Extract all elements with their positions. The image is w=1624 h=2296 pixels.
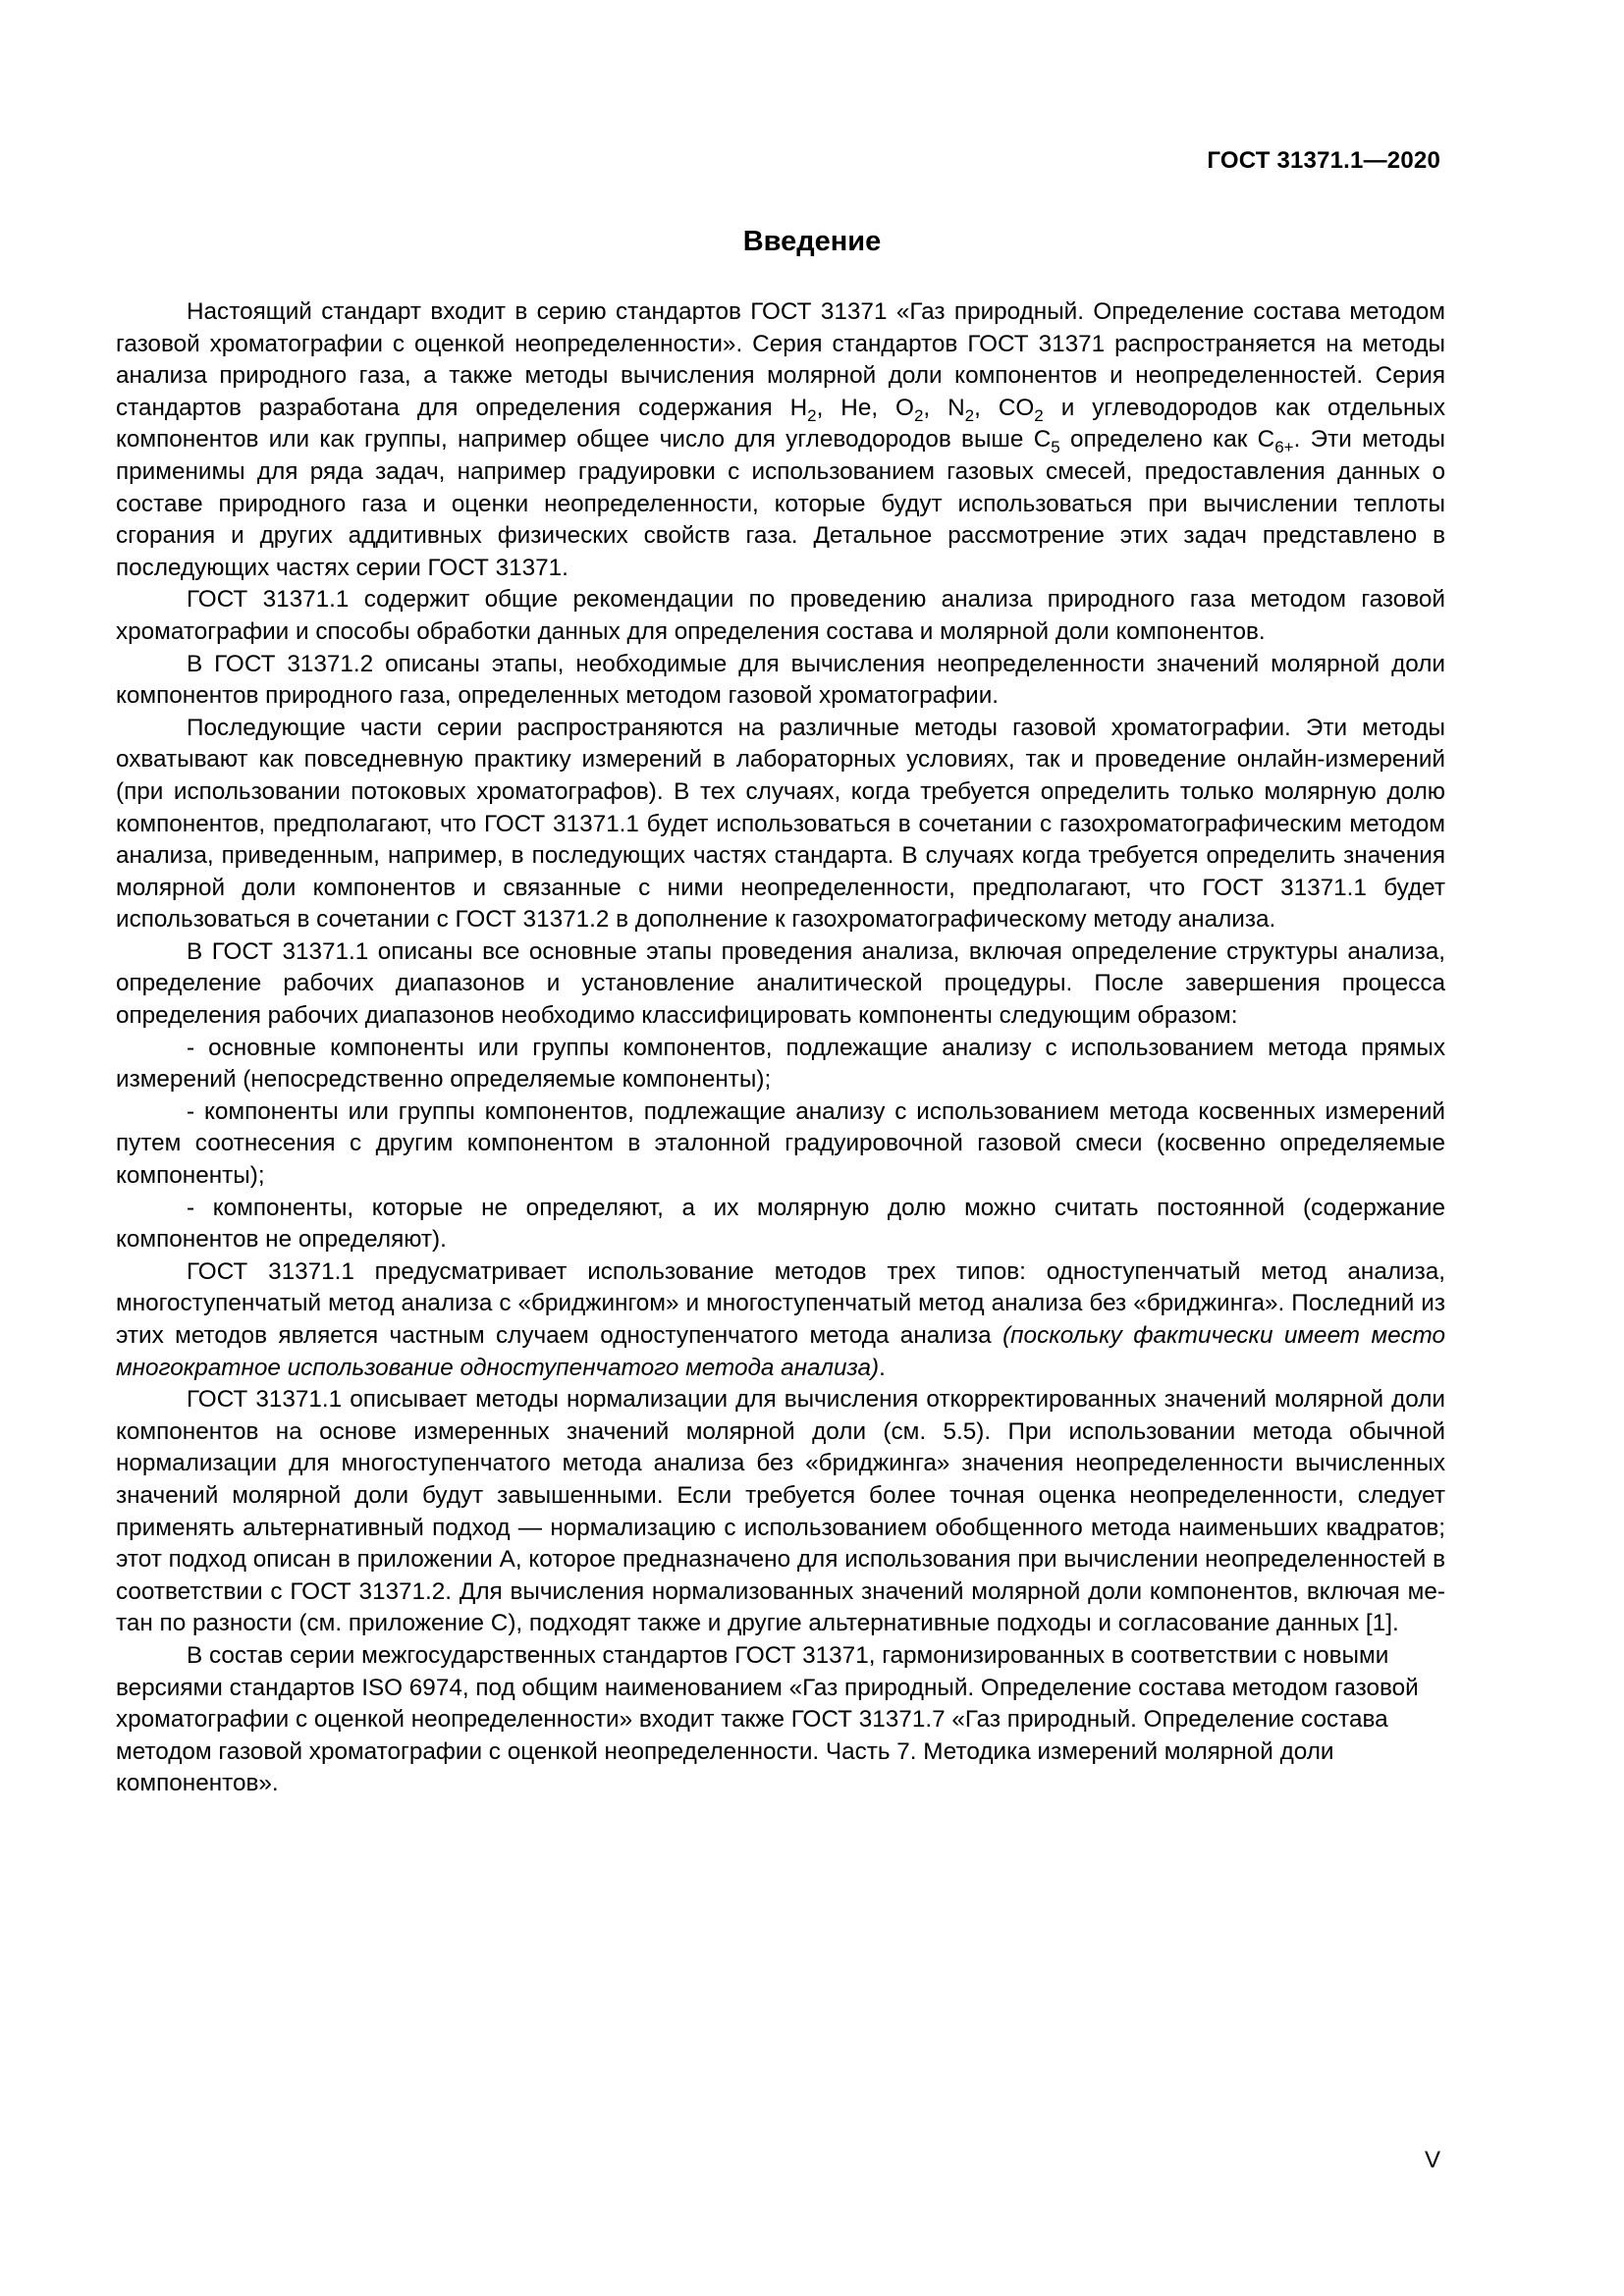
paragraph-interstate-series: В состав серии межгосударственных стандартов ГОСТ 31371, гармонизированных в соответствии с новыми версиями стандартов ISO 6974, под общим наименованием «Газ природный. Определение состава методом газовой хроматографии с оценкой неопределенности» входит также ГОСТ 31371.7 «Газ природный. Определение состава методом газовой хроматографии с оценкой неопределенности. Часть 7. Методика измерений молярной доли компонентов». [116, 1641, 1419, 1797]
paragraph-part-2: В ГОСТ 31371.2 описаны этапы, необходимые для вычисления неопределенности значений молярной доли компонентов природного газа, определенных методом газовой хроматографии. [116, 650, 1445, 710]
subscript: 2 [913, 405, 924, 425]
body-text [116, 296, 1445, 1800]
paragraph-analysis-stages: В ГОСТ 31371.1 описаны все основные этапы проведения анализа, включая определение структуры анализа, определение рабочих диапазонов и установление аналитической процедуры. После завершения процесса определения рабочих диапазонов необходимо классифицировать компоненты следующим образом: [116, 937, 1445, 1030]
text-run: , CO [974, 394, 1035, 421]
subscript: 2 [964, 405, 975, 425]
list-item-constant-components: - компоненты, которые не определяют, а их молярную долю можно считать постоянной (содержание компонентов не определяют). [116, 1194, 1445, 1254]
list-item-direct-components: - основные компоненты или группы компонентов, подлежащие анализу с использованием метода прямых измерений (непосредственно определяемые компоненты); [116, 1034, 1445, 1094]
text-run: определено как C [1059, 426, 1275, 454]
document-code-header: ГОСТ 31371.1—2020 [1207, 147, 1440, 174]
text-run: . [879, 1354, 886, 1381]
paragraph-further-parts: Последующие части серии распространяются на различные методы газовой хроматографии. Эти методы охватывают как повседневную практику измерений в лабораторных условиях, так и проведение онлайн-измерений (при использовании потоковых хроматографов). В тех случаях, когда требуется определить только молярную долю компонентов, предполагают, что ГОСТ 31371.1 будет использоваться в сочетании с газохроматографическим методом анализа, приведенным, например, в последующих частях стандарта. В случаях когда требуется определить значения молярной доли компонентов и связанные с ними неопределенности, предполагают, что ГОСТ 31371.1 будет использоваться в сочетании с ГОСТ 31371.2 в дополнение к газохроматографическому методу анализа. [116, 714, 1445, 934]
italic-remark: (поскольку фактически имеет место многократное использование одноступенчатого метода анализа) [116, 1322, 1445, 1381]
text-run: Настоящий стандарт входит в серию стандартов ГОСТ 31371 «Газ природный. Определение состава методом газовой хроматографии с оценкой неопределенности». Серия стандартов ГОСТ 31371 распространяется на методы анализа природного газа, а также методы вычисления молярной доли компонентов и неопределенностей. Серия стандартов разработана для определения содержания H [116, 298, 1445, 421]
list-item-indirect-components: - компоненты или группы компонентов, подлежащие анализу с использованием метода косвенных измерений путем соотнесения с другим компонентом в эталонной градуировочной газовой смеси (косвенно определяемые компоненты); [116, 1097, 1445, 1190]
text-run: . Эти методы применимы для ряда задач, например градуировки с использованием газовых смесей, предоставления данных о составе природного газа и оценки неопределенности, которые будут использоваться при вычислении теплоты сгорания и других аддитивных физических свойств газа. Детальное рассмотрение этих задач представлено в последующих частях серии ГОСТ 31371. [116, 426, 1445, 581]
text-run: и углеводородов как отдельных компонентов или как группы, например общее число для углеводородов выше C [116, 394, 1445, 454]
text-run: , He, O [816, 394, 914, 421]
subscript: 6+ [1274, 438, 1294, 457]
paragraph-normalization: ГОСТ 31371.1 описывает методы нормализации для вычисления откорректированных значений молярной доли компонентов на основе измеренных значений молярной доли (см. 5.5). При использовании метода обычной нормализации для многоступенчатого метода анализа без «бриджинга» значения неопределенности вычисленных значений молярной доли будут завышенными. Если требуется более точная оценка неопределенности, следует применять альтернативный подход — нормализацию с использованием обобщенного метода наименьших квадратов; этот подход описан в приложении А, которое предназначено для использования при вычислении неопределенностей в соответствии с ГОСТ 31371.2. Для вычисления нормализованных значений молярной доли компонентов, включая метан по разности (см. приложение С), подходят также и другие альтернативные подходы и согласование данных [1]. [116, 1386, 1445, 1637]
subscript: 5 [1051, 438, 1060, 457]
subscript: 2 [1034, 405, 1044, 425]
text-run: ГОСТ 31371.1 предусматривает использование методов трех типов: одноступенчатый метод анализа, многоступенчатый метод анализа с «бриджингом» и многоступенчатый метод анализа без «бриджинга». Последний из этих методов является частным случаем одноступенчатого метода анализа [116, 1257, 1445, 1349]
section-title: Введение [742, 226, 882, 257]
paragraph-part-1: ГОСТ 31371.1 содержит общие рекомендации по проведению анализа природного газа методом газовой хроматографии и способы обработки данных для определения состава и молярной доли компонентов. [116, 586, 1445, 645]
subscript: 2 [807, 405, 817, 425]
paragraph-series-overview [116, 296, 1445, 584]
text-run: , N [923, 394, 965, 421]
paragraph-method-types [116, 1256, 1445, 1384]
page-number: V [1424, 2147, 1440, 2173]
